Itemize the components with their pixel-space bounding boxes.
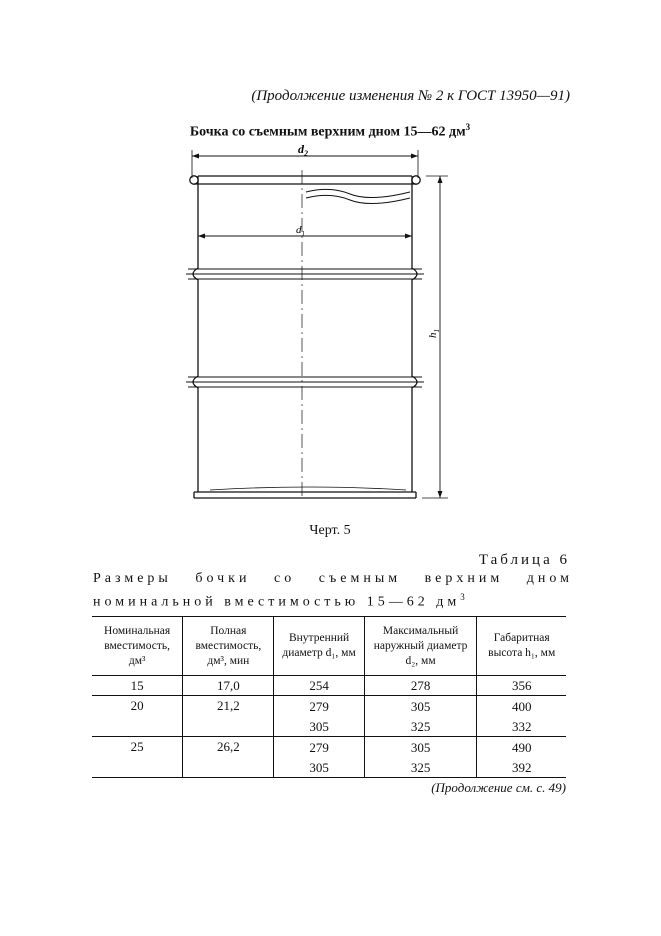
dimension-label-d2: $d_2$ xyxy=(298,142,308,158)
table-row xyxy=(92,758,566,778)
table-caption xyxy=(93,570,573,612)
cell-h1: 400 xyxy=(477,696,566,718)
cell-nominal: 15 xyxy=(92,676,183,696)
continuation-note: (Продолжение см. с. 49) xyxy=(431,780,566,795)
cell-d1: 279 xyxy=(274,696,364,718)
cell-full: 26,2 xyxy=(183,737,274,759)
drawing-title-text: Бочка со съемным верхним дном 15—62 дм xyxy=(189,124,466,140)
cell-nominal: 25 xyxy=(92,737,183,759)
header-nominal-capacity: Номинальная вместимость, дм³ xyxy=(92,617,183,676)
header-overall-height: Габаритная высота h₁, мм xyxy=(477,617,566,676)
table-caption-sup: 3 xyxy=(460,592,465,602)
cell-d2: 305 xyxy=(364,696,477,718)
dimensions-table xyxy=(92,616,566,778)
table-number: Таблица 6 xyxy=(478,552,570,568)
barrel-drawing xyxy=(170,140,470,520)
cell-d1: 305 xyxy=(274,717,364,737)
cell-nominal xyxy=(92,758,183,778)
cell-d1: 305 xyxy=(274,758,364,778)
dimension-label-d1: $d_1$ xyxy=(296,224,305,238)
table-row xyxy=(92,676,566,696)
table-caption-line1: Размеры бочки со съемным верхним дном xyxy=(93,571,573,586)
table-row xyxy=(92,737,566,759)
cell-nominal: 20 xyxy=(92,696,183,718)
figure-caption: Черт. 5 xyxy=(309,523,351,538)
cell-h1: 356 xyxy=(477,676,566,696)
cell-h1: 392 xyxy=(477,758,566,778)
cell-full: 21,2 xyxy=(183,696,274,718)
dimension-label-h1: $h_1$ xyxy=(427,329,441,338)
table-header-row xyxy=(92,617,566,676)
cell-h1: 332 xyxy=(477,717,566,737)
table-caption-line2: номинальной вместимостью 15—62 дм xyxy=(93,594,461,610)
table-row xyxy=(92,696,566,718)
cell-d1: 279 xyxy=(274,737,364,759)
cell-d2: 325 xyxy=(364,717,477,737)
header-outer-diameter: Максимальный наружный диаметр d₂, мм xyxy=(364,617,477,676)
cell-d1: 254 xyxy=(274,676,364,696)
cell-nominal xyxy=(92,717,183,737)
header-full-capacity: Полная вместимость, дм³, мин xyxy=(183,617,274,676)
header-note: (Продолжение изменения № 2 к ГОСТ 13950—91) xyxy=(251,88,570,104)
header-inner-diameter: Внутренний диаметр d₁, мм xyxy=(274,617,364,676)
cell-d2: 305 xyxy=(364,737,477,759)
cell-d2: 278 xyxy=(364,676,477,696)
cell-d2: 325 xyxy=(364,758,477,778)
cell-full xyxy=(183,717,274,737)
cell-h1: 490 xyxy=(477,737,566,759)
drawing-title xyxy=(120,122,540,141)
cell-full xyxy=(183,758,274,778)
cell-full: 17,0 xyxy=(183,676,274,696)
drawing-title-sup: 3 xyxy=(465,122,471,132)
table-row xyxy=(92,717,566,737)
